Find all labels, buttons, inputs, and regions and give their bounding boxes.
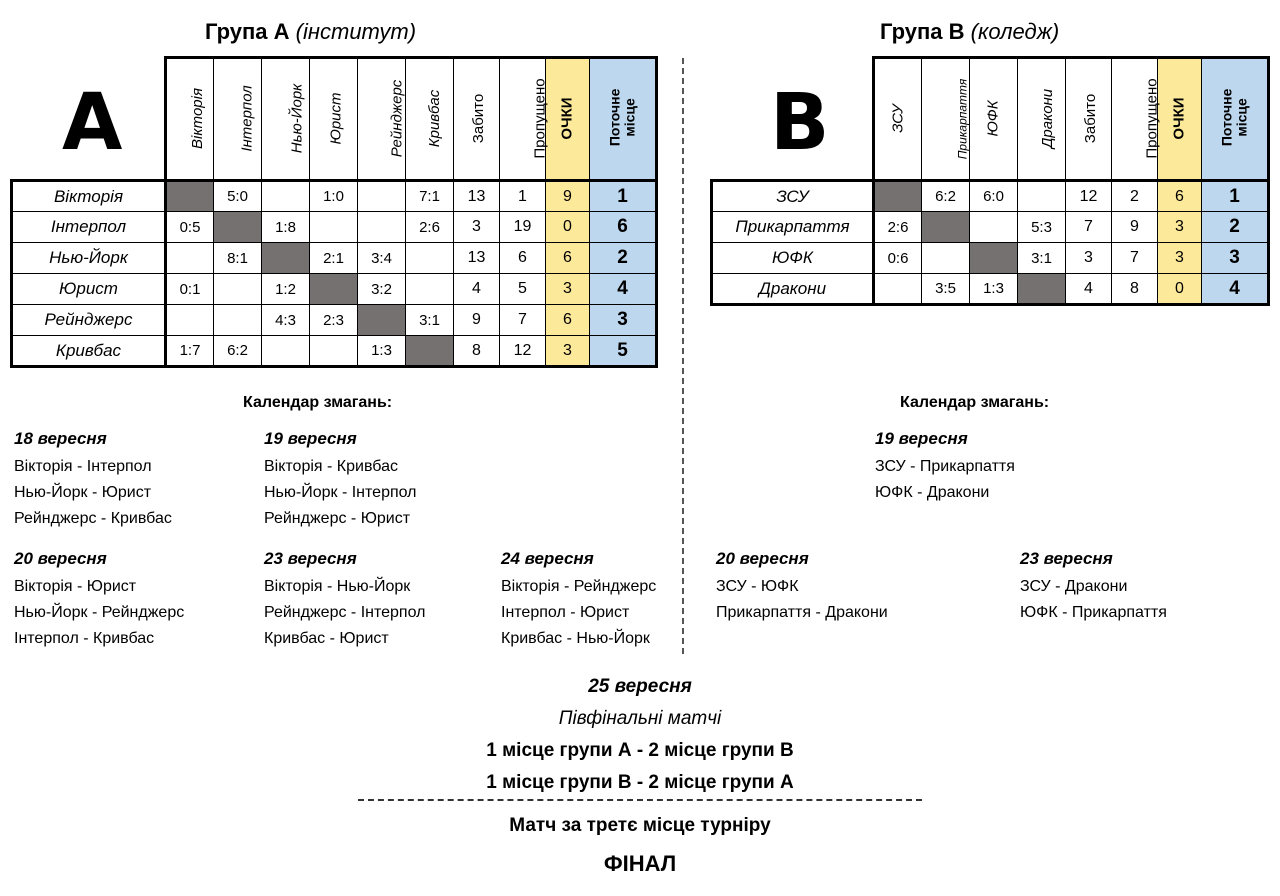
- goals-conceded: 19: [500, 212, 546, 243]
- team-name: Юрист: [12, 274, 166, 305]
- score-cell: [310, 336, 358, 367]
- day-date: 20 вересня: [14, 549, 107, 568]
- column-header-label: Пропущено: [1143, 78, 1161, 159]
- table-corner: [712, 58, 874, 181]
- score-cell: 0:5: [166, 212, 214, 243]
- column-header-label: Інтерпол: [238, 85, 256, 152]
- score-cell: [262, 336, 310, 367]
- team-name: Кривбас: [12, 336, 166, 367]
- semifinal-match-1: [0, 740, 1280, 762]
- score-cell: 1:2: [262, 274, 310, 305]
- third-place-match-text: Матч за третє місце турніру: [509, 815, 771, 836]
- points-cell: 3: [546, 336, 590, 367]
- place-cell: 1: [1202, 181, 1269, 212]
- score-cell: 3:2: [358, 274, 406, 305]
- place-cell: 5: [590, 336, 657, 367]
- group-b-title: [880, 19, 1059, 45]
- final-match: [0, 851, 1280, 877]
- column-header: [262, 58, 310, 181]
- points-cell: 0: [546, 212, 590, 243]
- team-name: Рейнджерс: [12, 305, 166, 336]
- team-name: Нью-Йорк: [12, 243, 166, 274]
- score-cell: [406, 274, 454, 305]
- group-a-day-4: [264, 549, 425, 652]
- column-header: [970, 58, 1018, 181]
- place-cell: 2: [1202, 212, 1269, 243]
- place-header-label: [1219, 89, 1250, 147]
- score-cell: 1:3: [970, 274, 1018, 305]
- diagonal-cell: [406, 336, 454, 367]
- semifinal-label-text: Півфінальні матчі: [558, 708, 722, 729]
- final-date-text: 25 вересня: [588, 676, 692, 697]
- match: Кривбас - Юрист: [264, 630, 389, 647]
- score-cell: 3:1: [1018, 243, 1066, 274]
- place-cell: 4: [590, 274, 657, 305]
- column-header: [922, 58, 970, 181]
- diagonal-cell: [358, 305, 406, 336]
- group-b-letter: B: [770, 78, 830, 168]
- column-header: [1066, 58, 1112, 181]
- score-cell: [358, 212, 406, 243]
- team-name: Інтерпол: [12, 212, 166, 243]
- score-cell: [166, 243, 214, 274]
- goals-conceded: 6: [500, 243, 546, 274]
- place-cell: 3: [1202, 243, 1269, 274]
- column-header-label: Пропущено: [531, 78, 549, 159]
- score-cell: 3:1: [406, 305, 454, 336]
- table-row: [712, 274, 1269, 305]
- score-cell: [166, 305, 214, 336]
- score-cell: [406, 243, 454, 274]
- column-header: [214, 58, 262, 181]
- match: Нью-Йорк - Юрист: [14, 484, 152, 501]
- score-cell: [214, 274, 262, 305]
- goals-scored: 13: [454, 181, 500, 212]
- column-header-label: Забито: [1082, 93, 1100, 144]
- place-header-label: [607, 89, 638, 147]
- place-cell: 4: [1202, 274, 1269, 305]
- score-cell: 4:3: [262, 305, 310, 336]
- day-date: 19 вересня: [264, 429, 357, 448]
- match: Інтерпол - Кривбас: [14, 630, 155, 647]
- column-header-label: ЗСУ: [889, 104, 907, 133]
- score-cell: 6:2: [922, 181, 970, 212]
- score-cell: [310, 212, 358, 243]
- match: Вікторія - Інтерпол: [14, 458, 152, 475]
- match: ЮФК - Прикарпаття: [1020, 604, 1167, 621]
- table-row: [12, 336, 657, 367]
- match: Вікторія - Нью-Йорк: [264, 578, 411, 595]
- diagonal-cell: [922, 212, 970, 243]
- goals-conceded: 12: [500, 336, 546, 367]
- diagonal-cell: [214, 212, 262, 243]
- score-cell: 6:0: [970, 181, 1018, 212]
- diagonal-cell: [262, 243, 310, 274]
- score-cell: 5:0: [214, 181, 262, 212]
- place-header-line-1: Поточне: [606, 88, 623, 147]
- group-b-calendar-title: Календар змагань:: [900, 394, 1050, 411]
- place-header: [1202, 58, 1269, 181]
- table-row: [12, 212, 657, 243]
- semifinal-label: [0, 708, 1280, 730]
- table-row: [712, 181, 1269, 212]
- day-date: 20 вересня: [716, 549, 809, 568]
- score-cell: 1:0: [310, 181, 358, 212]
- score-cell: 3:5: [922, 274, 970, 305]
- points-cell: 3: [546, 274, 590, 305]
- column-header-label: Кривбас: [426, 89, 444, 148]
- goals-conceded: 7: [500, 305, 546, 336]
- table-row: [712, 243, 1269, 274]
- points-header: [1158, 58, 1202, 181]
- column-header-label: Прикарпаття: [955, 78, 970, 160]
- column-header-label: Дракони: [1039, 88, 1057, 149]
- diagonal-cell: [874, 181, 922, 212]
- match: Рейнджерс - Юрист: [264, 510, 411, 527]
- diagonal-cell: [166, 181, 214, 212]
- group-a-letter: A: [62, 78, 123, 168]
- match: ЗСУ - Прикарпаття: [875, 458, 1015, 475]
- column-header: [166, 58, 214, 181]
- column-header-label: Рейнджерс: [388, 79, 406, 158]
- score-cell: 2:6: [406, 212, 454, 243]
- group-a-standings-table: [10, 56, 658, 368]
- column-header: [874, 58, 922, 181]
- points-header-label: ОЧКИ: [559, 97, 576, 140]
- score-cell: 0:6: [874, 243, 922, 274]
- group-a-day-2: [264, 429, 417, 532]
- column-header-label: Вікторія: [188, 88, 206, 149]
- match: ЮФК - Дракони: [875, 484, 990, 501]
- table-corner: [12, 58, 166, 181]
- group-b-day-2: [716, 549, 888, 626]
- match: ЗСУ - ЮФК: [716, 578, 799, 595]
- team-name: Прикарпаття: [712, 212, 874, 243]
- goals-scored: 13: [454, 243, 500, 274]
- column-header: [1112, 58, 1161, 181]
- points-cell: 9: [546, 181, 590, 212]
- score-cell: 1:3: [358, 336, 406, 367]
- points-cell: 3: [1158, 212, 1202, 243]
- table-row: [12, 274, 657, 305]
- match: Вікторія - Кривбас: [264, 458, 398, 475]
- column-header-label: Нью-Йорк: [288, 83, 306, 154]
- goals-conceded: 2: [1112, 181, 1158, 212]
- goals-conceded: 8: [1112, 274, 1158, 305]
- finals-separator: [358, 799, 922, 801]
- points-header-label: ОЧКИ: [1171, 97, 1188, 140]
- group-b-day-3: [1020, 549, 1167, 626]
- score-cell: 1:7: [166, 336, 214, 367]
- team-name: ЮФК: [712, 243, 874, 274]
- third-place-match: [0, 815, 1280, 837]
- match: Прикарпаття - Дракони: [716, 604, 888, 621]
- goals-scored: 8: [454, 336, 500, 367]
- score-cell: 5:3: [1018, 212, 1066, 243]
- final-date: [0, 676, 1280, 698]
- match: ЗСУ - Дракони: [1020, 578, 1128, 595]
- score-cell: 2:1: [310, 243, 358, 274]
- match: Вікторія - Юрист: [14, 578, 137, 595]
- goals-scored: 9: [454, 305, 500, 336]
- place-cell: 1: [590, 181, 657, 212]
- team-name: ЗСУ: [712, 181, 874, 212]
- semifinal-match-1-text: 1 місце групи А - 2 місце групи В: [486, 740, 794, 761]
- goals-scored: 4: [454, 274, 500, 305]
- match: Рейнджерс - Кривбас: [14, 510, 172, 527]
- place-cell: 6: [590, 212, 657, 243]
- match: Нью-Йорк - Інтерпол: [264, 484, 417, 501]
- diagonal-cell: [310, 274, 358, 305]
- match: Інтерпол - Юрист: [501, 604, 630, 621]
- points-header: [546, 58, 590, 181]
- points-cell: 3: [1158, 243, 1202, 274]
- semifinal-match-2-text: 1 місце групи В - 2 місце групи А: [486, 772, 794, 793]
- goals-scored: 4: [1066, 274, 1112, 305]
- score-cell: 3:4: [358, 243, 406, 274]
- group-divider-line: [682, 58, 684, 654]
- team-name: Вікторія: [12, 181, 166, 212]
- team-name: Дракони: [712, 274, 874, 305]
- match: Кривбас - Нью-Йорк: [501, 630, 650, 647]
- points-cell: 6: [546, 243, 590, 274]
- goals-scored: 3: [1066, 243, 1112, 274]
- score-cell: [262, 181, 310, 212]
- score-cell: [922, 243, 970, 274]
- group-b-title-text: Група В: [880, 19, 965, 44]
- score-cell: 1:8: [262, 212, 310, 243]
- semifinal-match-2: [0, 772, 1280, 794]
- group-b-day-1: [875, 429, 1015, 506]
- score-cell: 2:3: [310, 305, 358, 336]
- place-header-line-1: Поточне: [1218, 88, 1235, 147]
- match: Рейнджерс - Інтерпол: [264, 604, 426, 621]
- points-cell: 0: [1158, 274, 1202, 305]
- place-header-line-2: місце: [621, 98, 638, 137]
- table-row: [12, 181, 657, 212]
- goals-conceded: 5: [500, 274, 546, 305]
- group-a-title-text: Група А: [205, 19, 290, 44]
- column-header: [358, 58, 406, 181]
- score-cell: [214, 305, 262, 336]
- match: Вікторія - Рейнджерс: [501, 578, 657, 595]
- group-a-subtitle: (інститут): [295, 19, 417, 44]
- group-a-day-3: [14, 549, 184, 652]
- table-row: [12, 243, 657, 274]
- day-date: 23 вересня: [264, 549, 357, 568]
- match: Нью-Йорк - Рейнджерс: [14, 604, 185, 621]
- group-b-standings-table: [710, 56, 1270, 306]
- column-header-label: Юрист: [327, 92, 345, 145]
- day-date: 23 вересня: [1020, 549, 1113, 568]
- group-a-day-1: [14, 429, 172, 532]
- day-date: 18 вересня: [14, 429, 107, 448]
- column-header: [406, 58, 454, 181]
- column-header: [500, 58, 549, 181]
- score-cell: 8:1: [214, 243, 262, 274]
- day-date: 24 вересня: [501, 549, 594, 568]
- group-a-title: [205, 19, 416, 45]
- column-header: [310, 58, 358, 181]
- goals-conceded: 1: [500, 181, 546, 212]
- goals-scored: 3: [454, 212, 500, 243]
- goals-scored: 12: [1066, 181, 1112, 212]
- final-match-text: ФІНАЛ: [603, 851, 677, 876]
- diagonal-cell: [970, 243, 1018, 274]
- column-header-label: ЮФК: [984, 100, 1002, 137]
- place-cell: 3: [590, 305, 657, 336]
- diagonal-cell: [1018, 274, 1066, 305]
- place-cell: 2: [590, 243, 657, 274]
- column-header: [454, 58, 500, 181]
- score-cell: 6:2: [214, 336, 262, 367]
- group-b-subtitle: (коледж): [970, 19, 1060, 44]
- goals-conceded: 7: [1112, 243, 1158, 274]
- score-cell: 2:6: [874, 212, 922, 243]
- goals-scored: 7: [1066, 212, 1112, 243]
- place-header-line-2: місце: [1233, 98, 1250, 137]
- score-cell: [358, 181, 406, 212]
- score-cell: [1018, 181, 1066, 212]
- table-row: [12, 305, 657, 336]
- score-cell: [970, 212, 1018, 243]
- group-a-day-5: [501, 549, 656, 652]
- place-header: [590, 58, 657, 181]
- goals-conceded: 9: [1112, 212, 1158, 243]
- day-date: 19 вересня: [875, 429, 968, 448]
- group-a-calendar-title: Календар змагань:: [243, 394, 393, 411]
- column-header-label: Забито: [470, 93, 488, 144]
- score-cell: [874, 274, 922, 305]
- points-cell: 6: [546, 305, 590, 336]
- points-cell: 6: [1158, 181, 1202, 212]
- column-header: [1018, 58, 1066, 181]
- table-row: [712, 212, 1269, 243]
- score-cell: 0:1: [166, 274, 214, 305]
- score-cell: 7:1: [406, 181, 454, 212]
